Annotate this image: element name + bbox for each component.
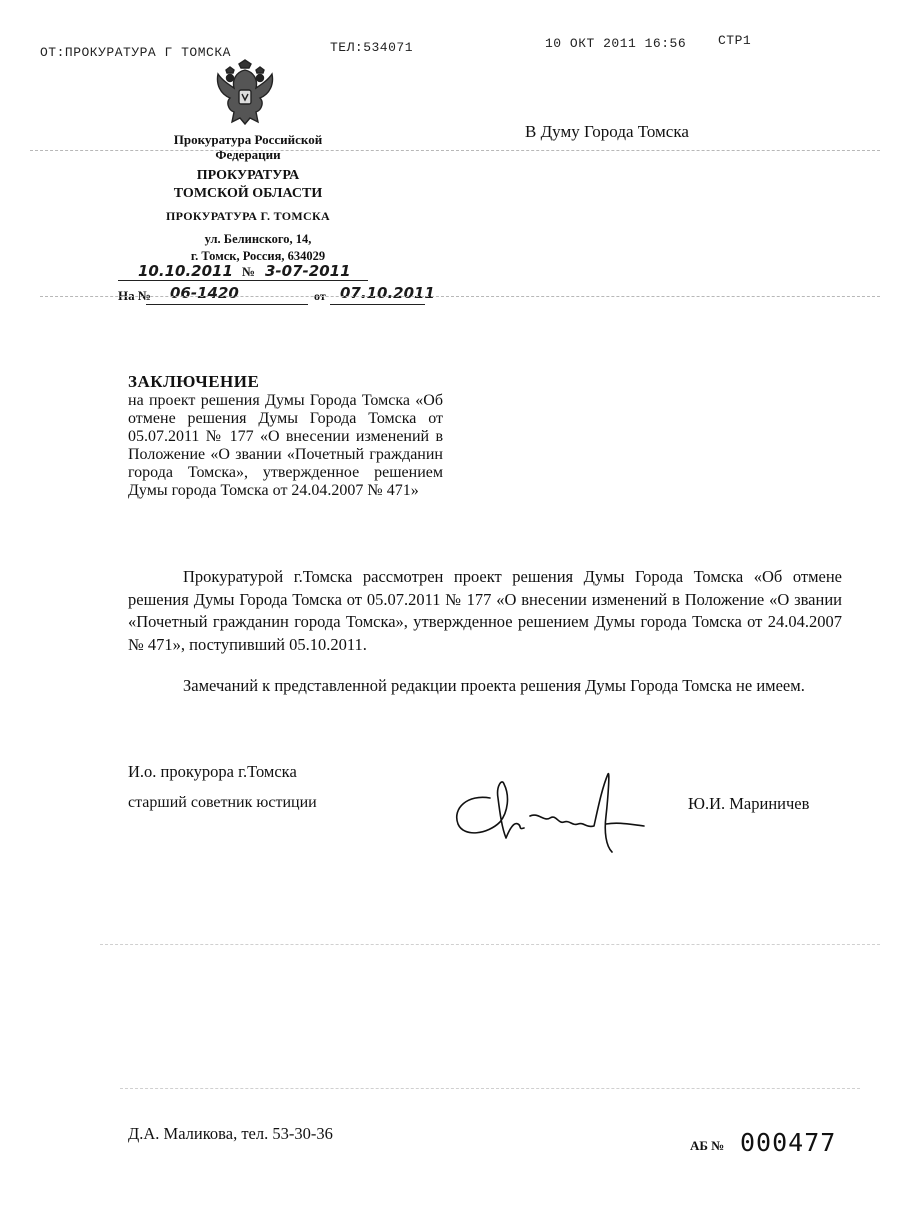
serial-label: АБ № bbox=[690, 1138, 725, 1153]
fax-page: СТР1 bbox=[718, 33, 752, 48]
reference-number: 06-1420 bbox=[170, 284, 239, 302]
fax-sender: ОТ:ПРОКУРАТУРА Г ТОМСКА bbox=[40, 45, 231, 60]
reference-number-underline bbox=[146, 304, 308, 305]
scan-artifact-line bbox=[100, 944, 880, 945]
reference-date-underline bbox=[330, 304, 425, 305]
executor-contact: Д.А. Маликова, тел. 53-30-36 bbox=[128, 1124, 333, 1143]
registration-number: 3-07-2011 bbox=[265, 262, 351, 280]
addressee: В Думу Города Томска bbox=[525, 122, 689, 141]
letterhead-region: ТОМСКОЙ ОБЛАСТИ bbox=[173, 186, 323, 201]
letterhead-agency-cont: Федерации bbox=[215, 147, 281, 162]
letterhead-city-office: ПРОКУРАТУРА Г. ТОМСКА bbox=[166, 209, 330, 223]
letterhead-agency: Прокуратура Российской bbox=[173, 132, 323, 147]
fax-datetime: 10 ОКТ 2011 16:56 bbox=[545, 36, 687, 51]
body-paragraph: Прокуратурой г.Томска рассмотрен проект решения Думы Города Томска «Об отмене решения Думы Города Томска от 05.07.2011 № 177 «О внесении изменений в Положение «О звании «Почетный гражданин города Томска», утвержденное решением Думы города Томска от 24.04.2007 № 471», поступивший 05.10.2011. bbox=[128, 567, 842, 654]
body-paragraph: Замечаний к представленной редакции проекта решения Думы Города Томска не имеем. bbox=[183, 676, 805, 695]
fax-phone: ТЕЛ:534071 bbox=[330, 40, 414, 55]
scan-artifact-line bbox=[120, 1088, 860, 1089]
document-subject: на проект решения Думы Города Томска «Об отмене решения Думы Города Томска от 05.07.2011 № 177 «О внесении изменений в Положение «О звании «Почетный гражданин города Томска», утвержденное решением Думы города Томска от 24.04.2007 № 471» bbox=[128, 392, 443, 499]
letterhead-city: г. Томск, Россия, 634029 bbox=[190, 249, 326, 263]
letterhead-office: ПРОКУРАТУРА bbox=[196, 168, 300, 183]
signer-position: И.о. прокурора г.Томска bbox=[128, 762, 297, 781]
reference-date: 07.10.2011 bbox=[340, 284, 435, 302]
registration-date: 10.10.2011 bbox=[138, 262, 233, 280]
double-headed-eagle-icon bbox=[212, 58, 278, 128]
scan-artifact-line bbox=[30, 150, 880, 151]
serial-number: 000477 bbox=[740, 1128, 837, 1157]
reference-date-label: от bbox=[314, 289, 326, 303]
document-title: ЗАКЛЮЧЕНИЕ bbox=[128, 372, 260, 391]
signer-name: Ю.И. Мариничев bbox=[688, 794, 810, 813]
reference-label: На № bbox=[118, 288, 151, 303]
scan-artifact-line bbox=[40, 296, 880, 297]
signer-rank: старший советник юстиции bbox=[128, 794, 317, 811]
letterhead-street: ул. Белинского, 14, bbox=[204, 232, 312, 246]
handwritten-signature bbox=[448, 768, 663, 854]
registration-number-label: № bbox=[242, 264, 256, 279]
